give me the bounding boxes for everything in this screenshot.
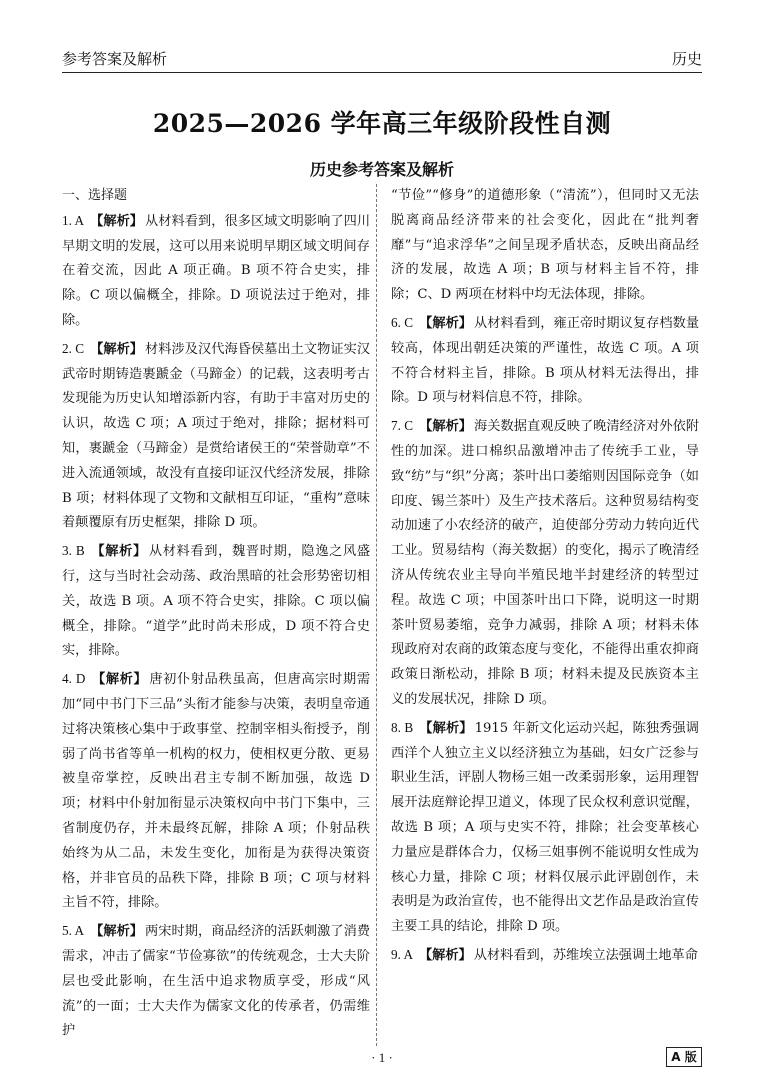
answer-label: 9. A [391, 946, 413, 962]
analysis-tag: 【解析】 [418, 947, 472, 963]
answer-item-4 [62, 667, 370, 916]
page-number: · 1 · [371, 1050, 393, 1065]
answer-text: 从材料看到，雍正帝时期议复存档数量较高，体现出朝廷决策的严谨性，故选 C 项。A 项不符合材料主旨，排除。B 项从材料无法得出，排除。D 项与材料信息不符，排除。 [391, 315, 699, 406]
answer-label: 2. C [62, 340, 85, 356]
answer-text: 从材料看到，很多区域文明影响了四川早期文明的发展，这可以用来说明早期区域文明间存在着交流，因此 A 项正确。B 项不符合史实，排除。C 项以偏概全，排除。D 项说法过于绝对，排除。 [62, 213, 370, 328]
header-subject: 历史 [671, 50, 702, 68]
answer-item-5 [62, 919, 370, 1044]
answer-label: 6. C [391, 314, 414, 330]
analysis-tag: 【解析】 [419, 720, 473, 736]
analysis-tag: 【解析】 [419, 419, 473, 435]
analysis-tag: 【解析】 [91, 672, 148, 688]
page-header [62, 46, 702, 73]
answer-label: 8. B [391, 719, 414, 735]
answer-label: 1. A [62, 212, 85, 228]
answer-item-2 [62, 337, 370, 536]
right-column [391, 184, 699, 1052]
left-column [62, 184, 370, 1052]
answer-text: 材料涉及汉代海昏侯墓出土文物证实汉武帝时期铸造裹蹏金（马蹄金）的记载，这表明考古发现能为历史认知增添新内容，有助于丰富对历史的认识，故选 C 项；A 项过于绝对，排除；据材料可知，裹蹏金（马蹄金）是赏给诸侯王的“荣誉勋章”不进入流通领域，故没有直接印证汉代经济发展，排除 B 项；材料体现了文物和文献相互印证，“重构”意味着颠覆原有历史框架，排除 D 项。 [62, 341, 370, 531]
analysis-tag: 【解析】 [90, 924, 144, 940]
answer-item-8 [391, 716, 699, 940]
analysis-tag: 【解析】 [90, 341, 144, 357]
answer-item-9 [391, 943, 699, 969]
answer-label: 7. C [391, 418, 414, 434]
analysis-tag: 【解析】 [90, 213, 144, 229]
answer-label: 3. B [62, 543, 85, 559]
document-subtitle: 历史参考答案及解析 [309, 160, 454, 179]
answer-label: 5. A [62, 923, 85, 939]
answer-text: 唐初仆射品秩虽高，但唐高宗时期需加“同中书门下三品”头衔才能参与决策，表明皇帝通过将决策核心集中于政事堂、控制宰相头衔授予，削弱了尚书省等单一机构的权力，使相权更分散、更易被皇帝掌控，反映出君主专制不断加强，故选 D 项；材料中仆射加衔显示决策权向中书门下集中，三省制度仍存，并未最终瓦解，排除 A 项；仆射品秩始终为从二品，未发生变化，加衔是为获得决策资格，并非官员的品秩下降，排除 B 项；C 项与材料主旨不符，排除。 [62, 672, 370, 911]
answer-item-7 [391, 414, 699, 713]
header-label: 参考答案及解析 [62, 50, 168, 68]
analysis-tag: 【解析】 [90, 544, 147, 560]
answer-text: 从材料看到，魏晋时期，隐逸之风盛行，这与当时社会动荡、政治黑暗的社会形势密切相关，故选 B 项。A 项不符合史实，排除。C 项以偏概全，排除。“道学”此时尚未形成，D 项不符合史实，排除。 [62, 544, 370, 659]
answer-item-3 [62, 539, 370, 664]
answer-item-1 [62, 209, 370, 334]
analysis-tag: 【解析】 [419, 315, 473, 331]
document-title: 2025—2026 学年高三年级阶段性自测 [152, 109, 612, 138]
answer-label: 4. D [62, 671, 86, 687]
answer-item-5-continued: “节俭”“修身”的道德形象（“清流”），但同时又无法脱离商品经济带来的社会变化，因此在“批判奢靡”与“追求浮华”之间呈现矛盾状态，反映出商品经济的发展，故选 A 项；B 项与材料主旨不符，排除；C、D 两项在材料中均无法体现，排除。 [391, 188, 699, 303]
section-heading: 一、选择题 [62, 188, 128, 203]
answer-item-6 [391, 311, 699, 411]
answer-text: 两宋时期，商品经济的活跃刺激了消费需求，冲击了儒家“节俭寡欲”的传统观念，士大夫阶层也受此影响，在生活中追求物质享受，形成“风流”的一面；士大夫作为儒家文化的传承者，仍需维护 [62, 924, 370, 1039]
version-badge: A 版 [666, 1047, 702, 1067]
column-divider [376, 184, 377, 1046]
answer-text: 从材料看到，苏维埃立法强调土地革命 [473, 947, 698, 963]
answer-text: 海关数据直观反映了晚清经济对外依附性的加深。进口棉织品激增冲击了传统手工业，导致“纺”与“织”分离；茶叶出口萎缩则因国际竞争（如印度、锡兰茶叶）及生产技术落后。这种贸易结构变动加速了小农经济的破产，迫使部分劳动力转向近代工业。贸易结构（海关数据）的变化，揭示了晚清经济从传统农业主导向半殖民地半封建经济的转型过程。故选 C 项；中国茶叶出口下降，说明这一时期茶叶贸易萎缩，竞争力减弱，排除 A 项；材料未体现政府对农商的政策态度与变化，不能得出重农抑商政策日渐松动，排除 B 项；材料未提及民族资本主义的发展状况，排除 D 项。 [391, 419, 699, 707]
answer-text: 1915 年新文化运动兴起，陈独秀强调西洋个人独立主义以经济独立为基础，妇女广泛参与职业生活，评剧人物杨三姐一改柔弱形象，运用理智展开法庭辩论捍卫道义，体现了民众权利意识觉醒，故选 B 项；A 项与史实不符，排除；社会变革核心力量应是群体合力，仅杨三姐事例不能说明女性成为核心力量，排除 C 项；材料仅展示此评剧创作，未表明是为政治宣传，也不能得出文艺作品是政治宣传主要工具的结论，排除 D 项。 [391, 720, 699, 935]
